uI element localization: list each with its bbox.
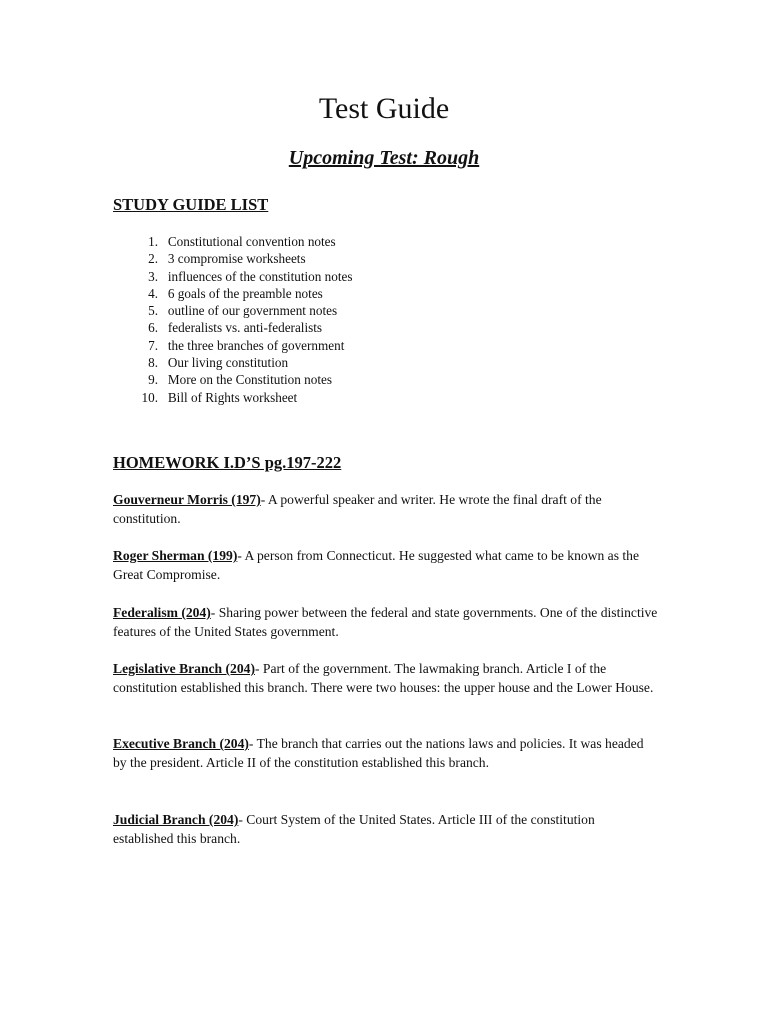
list-item-text: the three branches of government xyxy=(167,337,345,353)
list-item-text: Bill of Rights worksheet xyxy=(167,389,298,405)
list-item xyxy=(113,302,352,319)
term-entry xyxy=(113,659,658,697)
term-entry xyxy=(113,546,658,584)
term-name: Legislative Branch (204) xyxy=(113,661,255,676)
list-item xyxy=(113,319,352,336)
term-definition: - A powerful speaker and writer. He wrote the final draft of the constitution. xyxy=(113,492,602,526)
list-item xyxy=(113,250,352,267)
term-definition: - A person from Connecticut. He suggested what came to be known as the Great Compromise. xyxy=(113,548,640,582)
list-item-text: 6 goals of the preamble notes xyxy=(167,285,323,301)
list-item xyxy=(113,371,352,388)
list-item-number: 1. xyxy=(148,234,158,249)
term-name: Executive Branch (204) xyxy=(113,736,249,751)
list-item xyxy=(113,389,352,406)
term-name: Federalism (204) xyxy=(113,605,211,620)
list-item-text: More on the Constitution notes xyxy=(167,372,332,388)
term-definition: - Part of the government. The lawmaking branch. Article I of the constitution established this branch. There were two houses: the upper house and the Lower House. xyxy=(113,661,654,695)
homework-heading: HOMEWORK I.D’S pg.197-222 xyxy=(113,453,342,472)
study-guide-list xyxy=(113,233,352,406)
list-item-number: 6. xyxy=(148,320,158,336)
list-item-number: 10. xyxy=(141,389,158,405)
list-item-text: outline of our government notes xyxy=(167,303,338,319)
term-name: Roger Sherman (199) xyxy=(113,548,238,563)
term-name: Judicial Branch (204) xyxy=(113,812,239,827)
page-title: Test Guide xyxy=(318,92,450,125)
term-name: Gouverneur Morris (197) xyxy=(113,492,261,507)
list-item-text: Our living constitution xyxy=(167,355,289,371)
term-definition: - Court System of the United States. Article III of the constitution established this branch. xyxy=(113,812,595,846)
list-item-number: 9. xyxy=(148,372,158,388)
list-item xyxy=(113,268,352,285)
term-entry xyxy=(113,603,658,641)
list-item-text: Constitutional convention notes xyxy=(167,234,336,249)
list-item-text: 3 compromise worksheets xyxy=(167,251,306,267)
term-entry xyxy=(113,810,658,848)
study-guide-heading: STUDY GUIDE LIST xyxy=(113,195,269,214)
term-entry xyxy=(113,490,658,528)
list-item-number: 2. xyxy=(148,251,158,267)
list-item-text: federalists vs. anti-federalists xyxy=(167,320,323,336)
page-subtitle: Upcoming Test: Rough xyxy=(288,147,480,169)
list-item-number: 4. xyxy=(148,285,158,301)
list-item xyxy=(113,285,352,302)
term-definition: - Sharing power between the federal and state governments. One of the distinctive features of the United States government. xyxy=(113,605,658,639)
term-definition: - The branch that carries out the nations laws and policies. It was headed by the president. Article II of the constitution established this branch. xyxy=(113,736,644,770)
list-item-text: influences of the constitution notes xyxy=(167,268,353,284)
list-item-number: 7. xyxy=(148,337,158,353)
list-item-number: 8. xyxy=(148,355,158,371)
term-entry xyxy=(113,734,658,772)
list-item-number: 3. xyxy=(148,268,158,284)
list-item xyxy=(113,354,352,371)
list-item xyxy=(113,233,352,250)
list-item xyxy=(113,337,352,354)
list-item-number: 5. xyxy=(148,303,158,319)
